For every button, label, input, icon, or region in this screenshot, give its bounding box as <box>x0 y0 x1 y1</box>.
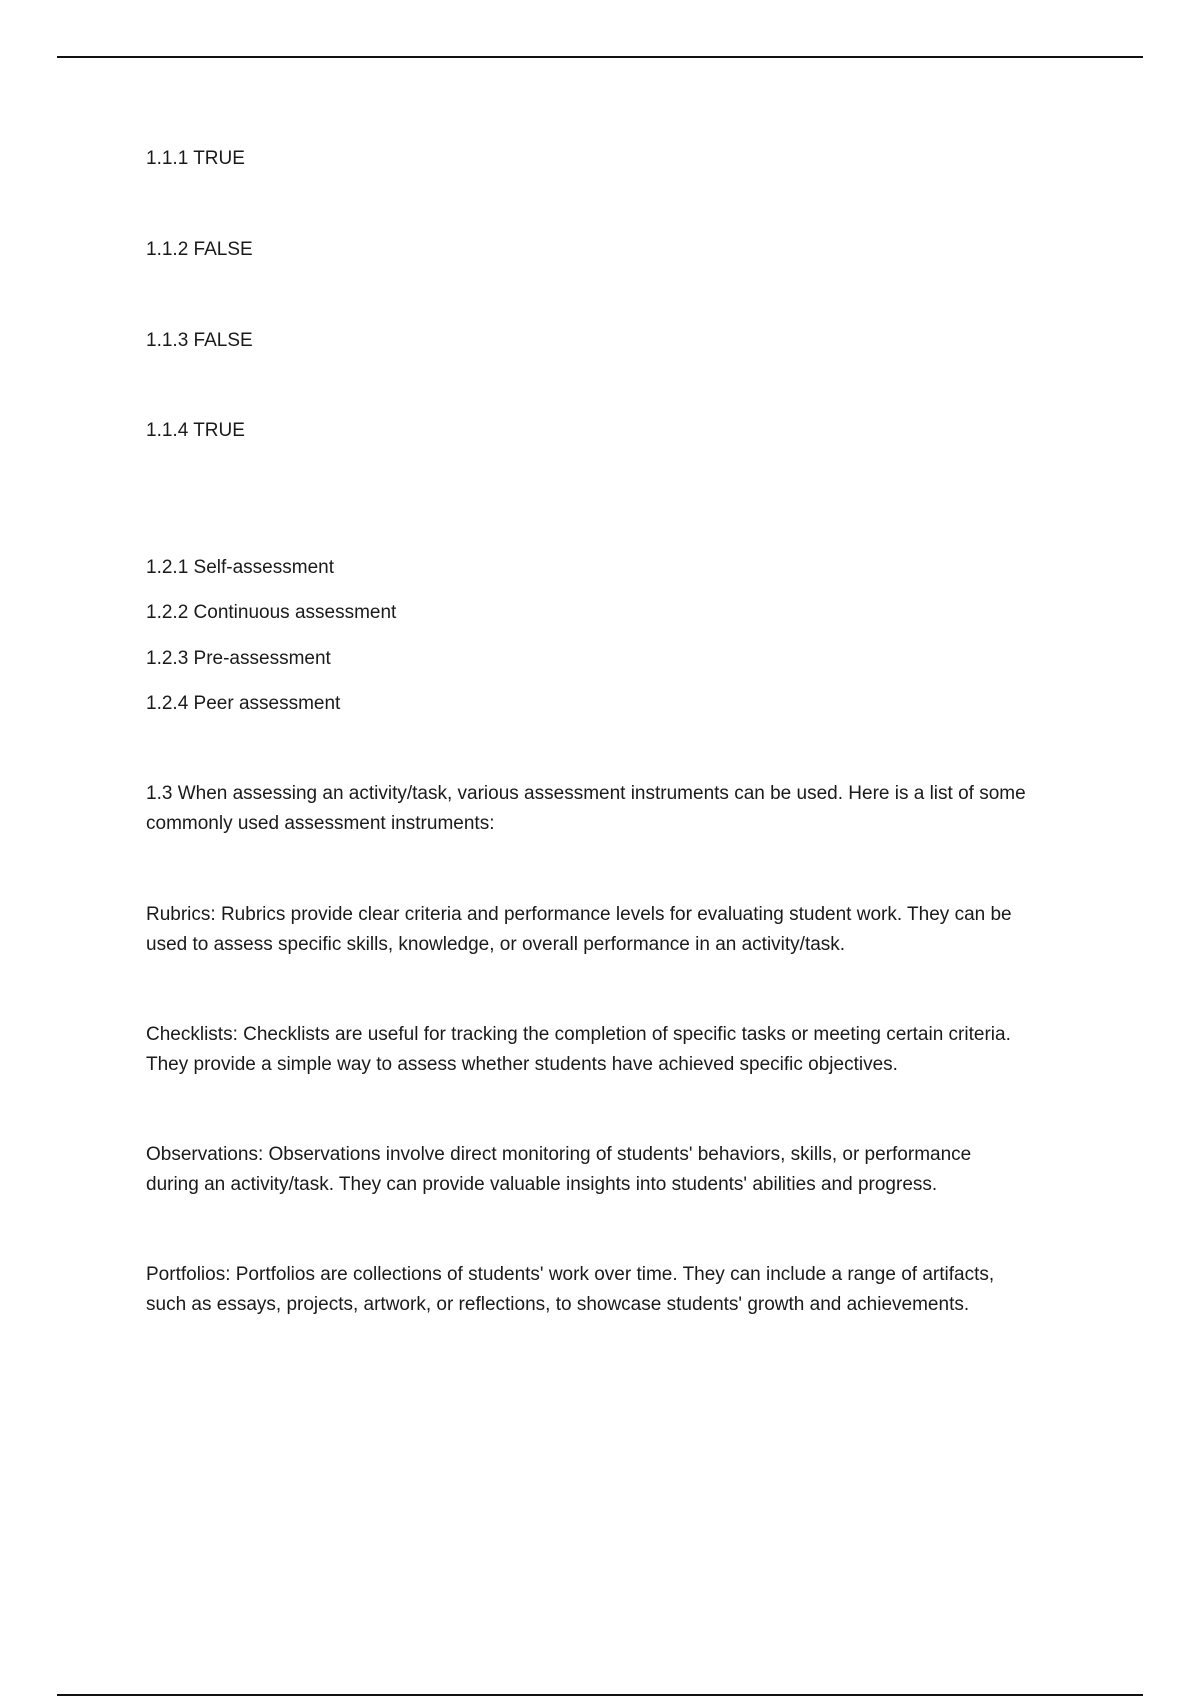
checklists-line-2: They provide a simple way to assess whether students have achieved specific objectives. <box>146 1054 898 1075</box>
observations-paragraph <box>146 1140 1096 1200</box>
checklists-paragraph <box>146 1020 1096 1080</box>
answer-1-1-1: 1.1.1 TRUE <box>146 148 245 169</box>
checklists-line-1: Checklists: Checklists are useful for tracking the completion of specific tasks or meeting certain criteria. <box>146 1024 1011 1045</box>
intro-line-1: 1.3 When assessing an activity/task, various assessment instruments can be used. Here is a list of some <box>146 783 1026 804</box>
answer-1-2-4: 1.2.4 Peer assessment <box>146 693 341 714</box>
answer-1-2-3: 1.2.3 Pre-assessment <box>146 648 331 669</box>
observations-line-2: during an activity/task. They can provide valuable insights into students' abilities and progress. <box>146 1174 938 1195</box>
portfolios-paragraph <box>146 1260 1096 1320</box>
footer-rule <box>57 1694 1143 1696</box>
answer-1-2-1: 1.2.1 Self-assessment <box>146 557 334 578</box>
section-1-3-intro <box>146 779 1096 839</box>
answer-1-1-3: 1.1.3 FALSE <box>146 330 253 351</box>
rubrics-line-1: Rubrics: Rubrics provide clear criteria and performance levels for evaluating student work. They can be <box>146 904 1012 925</box>
answer-1-1-4: 1.1.4 TRUE <box>146 420 245 441</box>
portfolios-line-2: such as essays, projects, artwork, or reflections, to showcase students' growth and achievements. <box>146 1294 970 1315</box>
intro-line-2: commonly used assessment instruments: <box>146 813 495 834</box>
portfolios-line-1: Portfolios: Portfolios are collections of students' work over time. They can include a range of artifacts, <box>146 1264 995 1285</box>
observations-line-1: Observations: Observations involve direct monitoring of students' behaviors, skills, or performance <box>146 1144 972 1165</box>
rubrics-line-2: used to assess specific skills, knowledge, or overall performance in an activity/task. <box>146 934 846 955</box>
header-rule <box>57 56 1143 58</box>
rubrics-paragraph <box>146 900 1096 960</box>
answer-1-2-2: 1.2.2 Continuous assessment <box>146 602 397 623</box>
answer-1-1-2: 1.1.2 FALSE <box>146 239 253 260</box>
